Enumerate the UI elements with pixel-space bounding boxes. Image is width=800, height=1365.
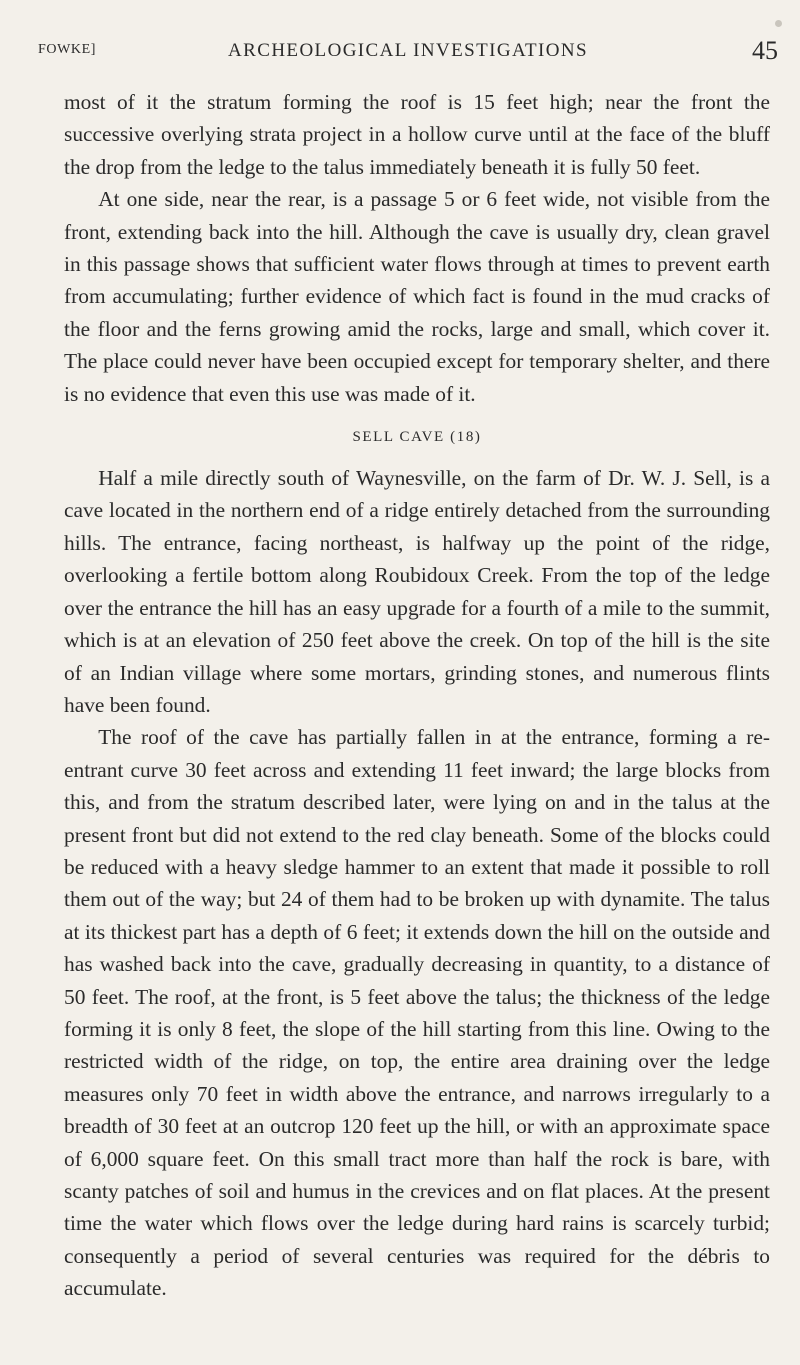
section-heading: SELL CAVE (18) bbox=[352, 429, 482, 446]
paragraph: At one side, near the rear, is a passage 5 or 6 feet wide, not visible from the front, extending back into the hill. Although the cave is usually dry, clean gravel in this passage shows that sufficient water flows through at times to prevent earth from accumulating; further evidence of which fact is found in the mud cracks of the floor and the ferns growing amid the rocks, large and small, which cover it. The place could never have been occupied except for temporary shelter, and there is no evidence that even this use was made of it. bbox=[64, 187, 770, 406]
page-number: 45 bbox=[752, 36, 778, 65]
paragraph: Half a mile directly south of Waynesville, on the farm of Dr. W. J. Sell, is a cave located in the northern end of a ridge entirely detached from the surrounding hills. The entrance, facing northeast, is halfway up the point of the ridge, overlooking a fertile bottom along Roubidoux Creek. From the top of the ledge over the entrance the hill has an easy upgrade for a fourth of a mile to the summit, which is at an elevation of 250 feet above the creek. On top of the hill is the site of an Indian village where some mortars, grinding stones, and numerous flints have been found. bbox=[64, 466, 770, 717]
body-text bbox=[64, 86, 770, 1305]
page-speck bbox=[775, 20, 782, 27]
running-head-title: ARCHEOLOGICAL INVESTIGATIONS bbox=[228, 40, 588, 61]
paragraph: The roof of the cave has partially fallen in at the entrance, forming a re-entrant curve 30 feet across and extending 11 feet inward; the large blocks from this, and from the stratum described later, were lying on and in the talus at the present front but did not extend to the red clay beneath. Some of the blocks could be reduced with a heavy sledge hammer to an extent that made it possible to roll them out of the way; but 24 of them had to be broken up with dynamite. The talus at its thickest part has a depth of 6 feet; it extends down the hill on the outside and has washed back into the cave, gradually decreasing in quantity, to a distance of 50 feet. The roof, at the front, is 5 feet above the talus; the thickness of the ledge forming it is only 8 feet, the slope of the hill starting from this line. Owing to the restricted width of the ridge, on top, the entire area draining over the ledge measures only 70 feet in width above the entrance, and narrows irregularly to a breadth of 30 feet at an outcrop 120 feet up the hill, or with an approximate space of 6,000 square feet. On this small tract more than half the rock is bare, with scanty patches of soil and humus in the crevices and on flat places. At the present time the water which flows over the ledge during hard rains is scarcely turbid; consequently a period of several centuries was required for the débris to accumulate. bbox=[64, 725, 770, 1301]
paragraph-continued: most of it the stratum forming the roof is 15 feet high; near the front the successive overlying strata project in a hollow curve until at the face of the bluff the drop from the ledge to the talus immediately beneath it is fully 50 feet. bbox=[64, 90, 770, 179]
running-head-author: FOWKE] bbox=[38, 42, 97, 57]
running-head bbox=[38, 36, 778, 70]
